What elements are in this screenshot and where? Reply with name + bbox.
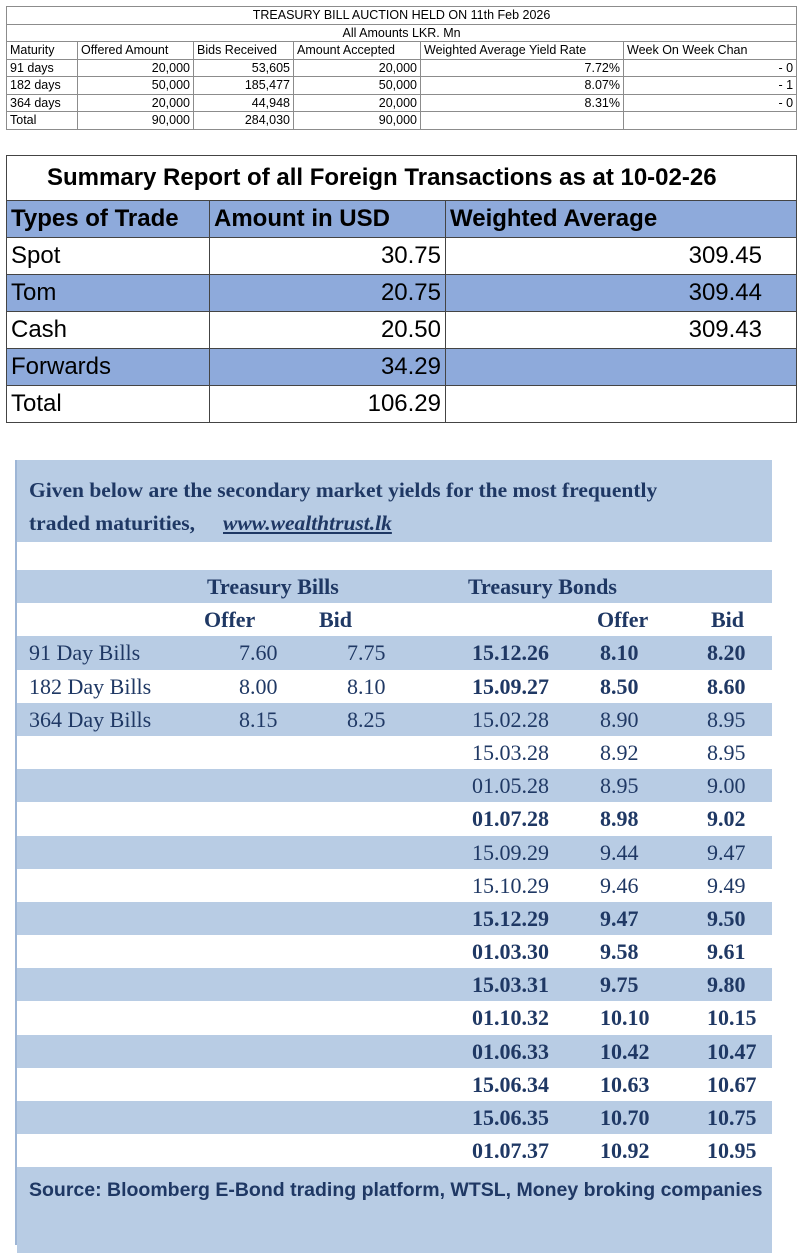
bond-maturity-cell: 01.10.32 (472, 1005, 549, 1031)
bond-offer-cell: 10.63 (600, 1071, 650, 1097)
bond-bid-cell: 8.60 (707, 673, 746, 699)
bills-bid-header: Bid (319, 607, 353, 633)
bond-maturity-cell: 15.06.34 (472, 1071, 549, 1097)
trade-type-cell: Total (7, 386, 210, 423)
bond-offer-cell: 9.58 (600, 939, 639, 965)
yields-group-header-row (17, 570, 772, 603)
maturity-cell: 182 days (7, 77, 78, 95)
bond-bid-cell: 9.80 (707, 972, 746, 998)
wealthtrust-link[interactable]: www.wealthtrust.lk (223, 511, 392, 535)
column-header: Bids Received (194, 42, 294, 60)
bond-maturity-cell: 15.09.29 (472, 839, 549, 865)
intro-line-1: Given below are the secondary market yields for the most frequently (29, 478, 658, 502)
bill-name-cell: 91 Day Bills (29, 640, 141, 666)
yield-cell: 8.07% (421, 77, 624, 95)
amount-cell: 34.29 (210, 349, 446, 386)
column-header: Week On Week Chan (624, 42, 797, 60)
yield-cell: 7.72% (421, 59, 624, 77)
total-label: Total (7, 112, 78, 130)
bond-bid-cell: 10.75 (707, 1105, 757, 1130)
yields-row (17, 736, 772, 769)
table-row (7, 77, 797, 95)
bond-offer-cell: 8.95 (600, 773, 639, 799)
bond-bid-cell: 8.20 (707, 640, 746, 666)
column-header: Maturity (7, 42, 78, 60)
empty-cell (624, 112, 797, 130)
bond-bid-cell: 9.00 (707, 773, 746, 799)
bills-header: Treasury Bills (207, 574, 339, 599)
amount-cell: 20.75 (210, 275, 446, 312)
wavg-cell: 309.44 (446, 275, 797, 312)
yields-row (17, 1035, 772, 1068)
yields-row (17, 636, 772, 669)
bond-offer-cell: 8.92 (600, 739, 639, 765)
accepted-cell: 20,000 (294, 59, 421, 77)
auction-header-row (7, 42, 797, 60)
table-row (7, 312, 797, 349)
bond-bid-cell: 9.47 (707, 839, 746, 865)
column-header: Amount Accepted (294, 42, 421, 60)
bond-bid-cell: 9.02 (707, 806, 746, 832)
wavg-cell: 309.43 (446, 312, 797, 349)
auction-title: TREASURY BILL AUCTION HELD ON 11th Feb 2026 (7, 7, 797, 25)
bond-bid-cell: 9.61 (707, 939, 746, 965)
bill-bid-cell: 8.25 (347, 706, 386, 732)
wow-cell: - 0 (624, 59, 797, 77)
trade-type-cell: Tom (7, 275, 210, 312)
bond-maturity-cell: 01.05.28 (472, 773, 549, 799)
total-row (7, 386, 797, 423)
bond-maturity-cell: 15.02.28 (472, 706, 549, 732)
bonds-header: Treasury Bonds (468, 574, 617, 599)
bonds-offer-header: Offer (597, 607, 649, 633)
secondary-market-yields-panel (15, 460, 772, 1245)
amount-cell: 20.50 (210, 312, 446, 349)
source-note: Source: Bloomberg E-Bond trading platform, WTSL, Money broking companies (17, 1167, 772, 1253)
intro-line-2: traded maturities, (29, 511, 195, 535)
bond-offer-cell: 8.50 (600, 673, 639, 699)
bond-offer-cell: 9.44 (600, 839, 639, 865)
table-row (7, 275, 797, 312)
trade-type-cell: Forwards (7, 349, 210, 386)
bond-maturity-cell: 15.06.35 (472, 1105, 549, 1130)
wavg-cell (446, 349, 797, 386)
bond-maturity-cell: 01.03.30 (472, 939, 549, 965)
total-accepted: 90,000 (294, 112, 421, 130)
amount-cell: 106.29 (210, 386, 446, 423)
bond-bid-cell: 10.15 (707, 1005, 757, 1031)
bill-bid-cell: 8.10 (347, 673, 386, 699)
bond-maturity-cell: 15.12.29 (472, 905, 549, 931)
bond-bid-cell: 9.50 (707, 905, 746, 931)
forex-title: Summary Report of all Foreign Transactions as at 10-02-26 (7, 156, 797, 201)
wavg-cell: 309.45 (446, 238, 797, 275)
column-header: Weighted Average Yield Rate (421, 42, 624, 60)
wavg-cell (446, 386, 797, 423)
bill-name-cell: 364 Day Bills (29, 706, 152, 732)
yields-row (17, 1134, 772, 1167)
forex-header-row (7, 201, 797, 238)
yields-row (17, 1001, 772, 1034)
bond-bid-cell: 8.95 (707, 706, 746, 732)
bond-maturity-cell: 15.10.29 (472, 872, 549, 898)
offered-cell: 20,000 (78, 94, 194, 112)
yields-row (17, 703, 772, 736)
yields-row (17, 769, 772, 802)
table-row (7, 94, 797, 112)
wow-cell: - 1 (624, 77, 797, 95)
bond-maturity-cell: 01.07.37 (472, 1138, 549, 1164)
bond-offer-cell: 8.98 (600, 806, 639, 832)
accepted-cell: 20,000 (294, 94, 421, 112)
column-header: Amount in USD (210, 201, 446, 238)
bond-maturity-cell: 01.06.33 (472, 1038, 549, 1064)
bond-offer-cell: 9.47 (600, 905, 639, 931)
bond-maturity-cell: 15.03.31 (472, 972, 549, 998)
trade-type-cell: Spot (7, 238, 210, 275)
bond-offer-cell: 8.90 (600, 706, 639, 732)
bond-offer-cell: 10.42 (600, 1038, 650, 1064)
yields-row (17, 902, 772, 935)
offered-cell: 20,000 (78, 59, 194, 77)
yields-intro (17, 460, 772, 542)
total-bids: 284,030 (194, 112, 294, 130)
spacer (17, 542, 772, 570)
table-row (7, 238, 797, 275)
yield-cell: 8.31% (421, 94, 624, 112)
bond-maturity-cell: 15.03.28 (472, 739, 549, 765)
column-header: Weighted Average (446, 201, 797, 238)
yields-row (17, 968, 772, 1001)
maturity-cell: 364 days (7, 94, 78, 112)
bill-offer-cell: 7.60 (239, 640, 278, 666)
bill-offer-cell: 8.15 (239, 706, 278, 732)
foreign-transactions-table (6, 155, 766, 434)
yields-row (17, 935, 772, 968)
bond-offer-cell: 9.46 (600, 872, 639, 898)
bill-offer-cell: 8.00 (239, 673, 278, 699)
yields-row (17, 869, 772, 902)
table-row (7, 349, 797, 386)
yields-table (17, 570, 772, 1167)
bond-maturity-cell: 15.09.27 (472, 673, 549, 699)
column-header: Offered Amount (78, 42, 194, 60)
bill-name-cell: 182 Day Bills (29, 673, 152, 699)
yields-row (17, 836, 772, 869)
bonds-bid-header: Bid (711, 607, 745, 633)
total-offered: 90,000 (78, 112, 194, 130)
bond-offer-cell: 8.10 (600, 640, 639, 666)
maturity-cell: 91 days (7, 59, 78, 77)
bond-maturity-cell: 01.07.28 (472, 806, 549, 832)
treasury-bill-auction-table (6, 6, 794, 138)
trade-type-cell: Cash (7, 312, 210, 349)
bond-offer-cell: 9.75 (600, 972, 639, 998)
offered-cell: 50,000 (78, 77, 194, 95)
yields-row (17, 1101, 772, 1134)
bill-bid-cell: 7.75 (347, 640, 386, 666)
bond-bid-cell: 10.95 (707, 1138, 757, 1164)
yields-row (17, 670, 772, 703)
auction-subtitle: All Amounts LKR. Mn (7, 24, 797, 42)
total-row (7, 112, 797, 130)
bond-offer-cell: 10.70 (600, 1105, 650, 1130)
empty-cell (421, 112, 624, 130)
bond-bid-cell: 10.67 (707, 1071, 757, 1097)
bids-cell: 53,605 (194, 59, 294, 77)
bids-cell: 44,948 (194, 94, 294, 112)
amount-cell: 30.75 (210, 238, 446, 275)
bond-bid-cell: 9.49 (707, 872, 746, 898)
yields-column-header-row (17, 603, 772, 636)
bond-offer-cell: 10.92 (600, 1138, 650, 1164)
wow-cell: - 0 (624, 94, 797, 112)
bond-maturity-cell: 15.12.26 (472, 640, 549, 666)
accepted-cell: 50,000 (294, 77, 421, 95)
yields-row (17, 802, 772, 835)
bids-cell: 185,477 (194, 77, 294, 95)
yields-row (17, 1068, 772, 1101)
bond-bid-cell: 10.47 (707, 1038, 757, 1064)
bills-offer-header: Offer (204, 607, 256, 633)
column-header: Types of Trade (7, 201, 210, 238)
table-row (7, 59, 797, 77)
bond-offer-cell: 10.10 (600, 1005, 650, 1031)
bond-bid-cell: 8.95 (707, 739, 746, 765)
